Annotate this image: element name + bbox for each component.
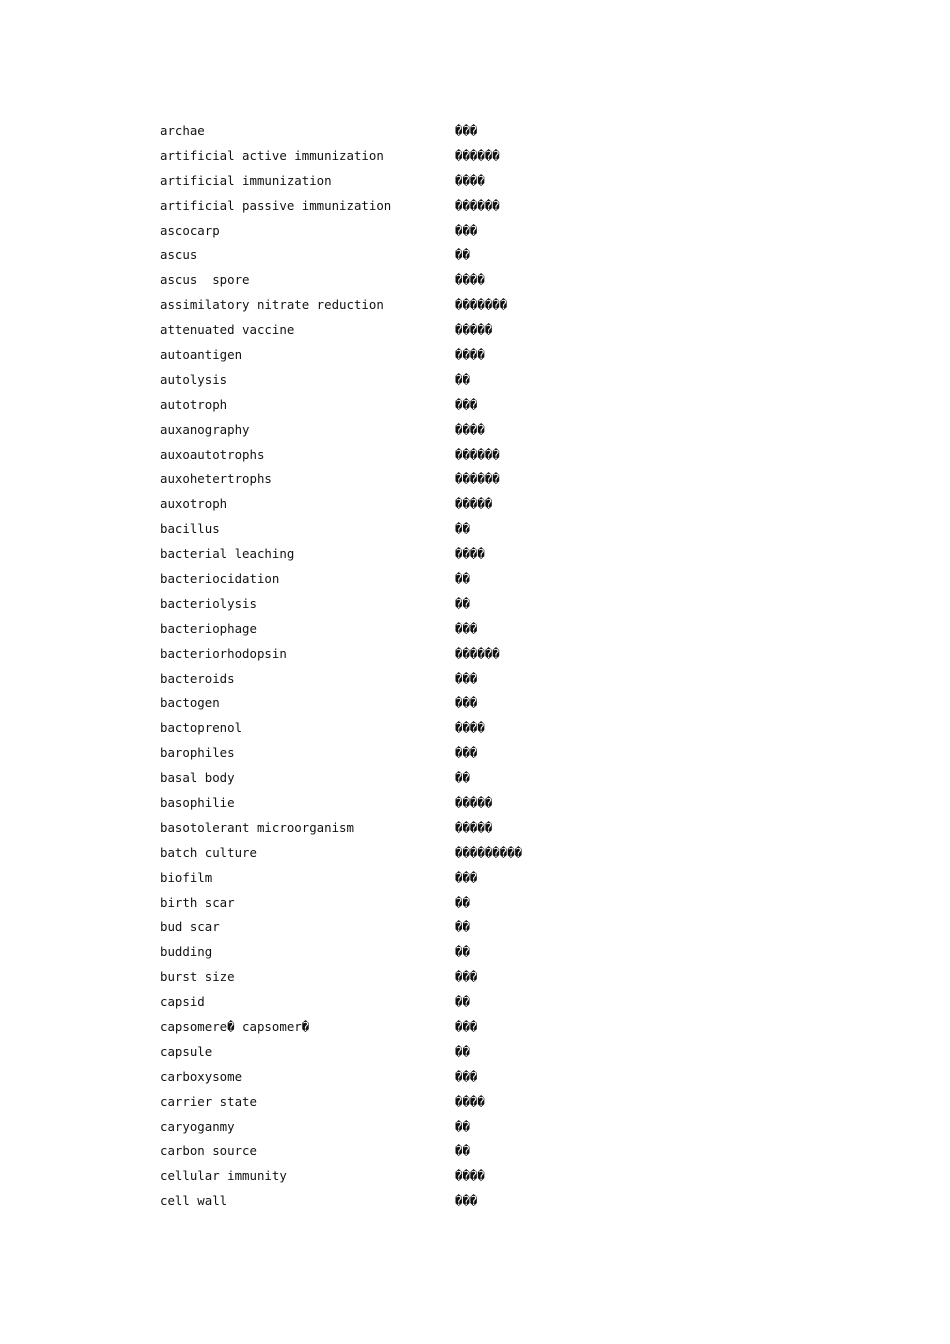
entry-term: artificial active immunization bbox=[160, 147, 384, 163]
glossary-entry bbox=[160, 1039, 522, 1064]
entry-translation: ��� bbox=[455, 396, 478, 412]
entry-translation: ��������� bbox=[455, 844, 523, 860]
entry-translation: ��� bbox=[455, 122, 478, 138]
glossary-entry bbox=[160, 193, 522, 218]
entry-translation: ���� bbox=[455, 346, 485, 362]
entry-term: basophilie bbox=[160, 794, 235, 810]
entry-translation: ���� bbox=[455, 1168, 485, 1184]
entry-term: auxoautotrophs bbox=[160, 446, 265, 462]
entry-translation: �� bbox=[455, 247, 470, 263]
glossary-entry bbox=[160, 616, 522, 641]
glossary-entry bbox=[160, 442, 522, 467]
entry-translation: ��� bbox=[455, 1068, 478, 1084]
entry-term: artificial immunization bbox=[160, 172, 332, 188]
glossary-entry bbox=[160, 815, 522, 840]
entry-term: barophiles bbox=[160, 745, 235, 761]
entry-term: bacteriophage bbox=[160, 620, 257, 636]
entry-term: attenuated vaccine bbox=[160, 322, 295, 338]
glossary-entry bbox=[160, 765, 522, 790]
entry-translation: ������ bbox=[455, 197, 500, 213]
glossary-entry bbox=[160, 242, 522, 267]
entry-term: biofilm bbox=[160, 869, 213, 885]
entry-translation: �� bbox=[455, 1143, 470, 1159]
entry-term: autotroph bbox=[160, 396, 228, 412]
entry-translation: ��� bbox=[455, 222, 478, 238]
entry-term: artificial passive immunization bbox=[160, 197, 392, 213]
glossary-entry bbox=[160, 267, 522, 292]
glossary-entry bbox=[160, 989, 522, 1014]
entry-translation: ��� bbox=[455, 695, 478, 711]
entry-term: ascus bbox=[160, 247, 198, 263]
entry-term: bacteriorhodopsin bbox=[160, 645, 287, 661]
glossary-entry bbox=[160, 1064, 522, 1089]
glossary-entry bbox=[160, 964, 522, 989]
glossary-entry bbox=[160, 1139, 522, 1164]
entry-translation: ������ bbox=[455, 645, 500, 661]
entry-translation: �� bbox=[455, 521, 470, 537]
glossary-entry bbox=[160, 466, 522, 491]
entry-term: caryoganmy bbox=[160, 1118, 235, 1134]
entry-translation: �� bbox=[455, 570, 470, 586]
glossary-entry bbox=[160, 715, 522, 740]
entry-term: autolysis bbox=[160, 371, 228, 387]
entry-translation: ����� bbox=[455, 794, 493, 810]
entry-term: birth scar bbox=[160, 894, 235, 910]
glossary-entry bbox=[160, 641, 522, 666]
glossary-entry bbox=[160, 566, 522, 591]
entry-translation: ��� bbox=[455, 869, 478, 885]
entry-term: archae bbox=[160, 122, 205, 138]
entry-translation: ���� bbox=[455, 1093, 485, 1109]
entry-translation: ��� bbox=[455, 969, 478, 985]
entry-term: bacteriolysis bbox=[160, 595, 257, 611]
entry-translation: ��� bbox=[455, 670, 478, 686]
entry-translation: �� bbox=[455, 1043, 470, 1059]
glossary-entry bbox=[160, 516, 522, 541]
entry-translation: ���� bbox=[455, 546, 485, 562]
entry-translation: ��� bbox=[455, 620, 478, 636]
entry-term: basotolerant microorganism bbox=[160, 819, 354, 835]
entry-term: auxanography bbox=[160, 421, 250, 437]
entry-term: cell wall bbox=[160, 1193, 228, 1209]
glossary-entry bbox=[160, 292, 522, 317]
entry-term: batch culture bbox=[160, 844, 257, 860]
entry-translation: �� bbox=[455, 944, 470, 960]
glossary-list bbox=[160, 118, 522, 1213]
glossary-entry bbox=[160, 342, 522, 367]
entry-term: assimilatory nitrate reduction bbox=[160, 297, 384, 313]
glossary-entry bbox=[160, 491, 522, 516]
glossary-entry bbox=[160, 541, 522, 566]
entry-term: carbon source bbox=[160, 1143, 257, 1159]
entry-translation: �� bbox=[455, 371, 470, 387]
entry-term: capsid bbox=[160, 994, 205, 1010]
entry-term: bactoprenol bbox=[160, 720, 243, 736]
glossary-entry bbox=[160, 939, 522, 964]
glossary-entry bbox=[160, 367, 522, 392]
entry-translation: ��� bbox=[455, 1193, 478, 1209]
glossary-entry bbox=[160, 317, 522, 342]
glossary-entry bbox=[160, 1014, 522, 1039]
entry-term: autoantigen bbox=[160, 346, 243, 362]
glossary-entry bbox=[160, 690, 522, 715]
entry-term: auxotroph bbox=[160, 496, 228, 512]
entry-term: budding bbox=[160, 944, 213, 960]
glossary-entry bbox=[160, 1163, 522, 1188]
entry-term: burst size bbox=[160, 969, 235, 985]
entry-translation: ������ bbox=[455, 446, 500, 462]
entry-translation: ��� bbox=[455, 745, 478, 761]
entry-translation: ������� bbox=[455, 297, 508, 313]
glossary-entry bbox=[160, 118, 522, 143]
entry-translation: ������ bbox=[455, 147, 500, 163]
glossary-entry bbox=[160, 790, 522, 815]
glossary-entry bbox=[160, 168, 522, 193]
entry-term: bacterial leaching bbox=[160, 546, 295, 562]
glossary-entry bbox=[160, 840, 522, 865]
entry-translation: �� bbox=[455, 770, 470, 786]
entry-translation: ���� bbox=[455, 720, 485, 736]
entry-translation: ����� bbox=[455, 322, 493, 338]
entry-term: ascus spore bbox=[160, 272, 250, 288]
glossary-entry bbox=[160, 890, 522, 915]
glossary-entry bbox=[160, 591, 522, 616]
entry-translation: �� bbox=[455, 595, 470, 611]
entry-term: carrier state bbox=[160, 1093, 257, 1109]
entry-term: carboxysome bbox=[160, 1068, 243, 1084]
entry-translation: ���� bbox=[455, 172, 485, 188]
entry-term: auxohetertrophs bbox=[160, 471, 272, 487]
glossary-entry bbox=[160, 865, 522, 890]
glossary-entry bbox=[160, 740, 522, 765]
entry-term: bacteriocidation bbox=[160, 570, 280, 586]
entry-term: ascocarp bbox=[160, 222, 220, 238]
glossary-entry bbox=[160, 1188, 522, 1213]
glossary-entry bbox=[160, 1114, 522, 1139]
glossary-entry bbox=[160, 915, 522, 940]
glossary-entry bbox=[160, 143, 522, 168]
entry-term: capsomere� capsomer� bbox=[160, 1019, 310, 1034]
entry-term: capsule bbox=[160, 1043, 213, 1059]
entry-translation: �� bbox=[455, 919, 470, 935]
entry-term: basal body bbox=[160, 770, 235, 786]
entry-translation: ������ bbox=[455, 471, 500, 487]
glossary-entry bbox=[160, 666, 522, 691]
glossary-entry bbox=[160, 392, 522, 417]
entry-term: cellular immunity bbox=[160, 1168, 287, 1184]
glossary-entry bbox=[160, 1089, 522, 1114]
entry-term: bud scar bbox=[160, 919, 220, 935]
entry-translation: ��� bbox=[455, 1019, 478, 1034]
glossary-entry bbox=[160, 218, 522, 243]
entry-term: bactogen bbox=[160, 695, 220, 711]
entry-translation: �� bbox=[455, 994, 470, 1010]
entry-translation: �� bbox=[455, 1118, 470, 1134]
entry-translation: ����� bbox=[455, 819, 493, 835]
glossary-entry bbox=[160, 417, 522, 442]
entry-term: bacillus bbox=[160, 521, 220, 537]
entry-translation: ����� bbox=[455, 496, 493, 512]
entry-translation: ���� bbox=[455, 272, 485, 288]
entry-translation: ���� bbox=[455, 421, 485, 437]
entry-translation: �� bbox=[455, 894, 470, 910]
entry-term: bacteroids bbox=[160, 670, 235, 686]
